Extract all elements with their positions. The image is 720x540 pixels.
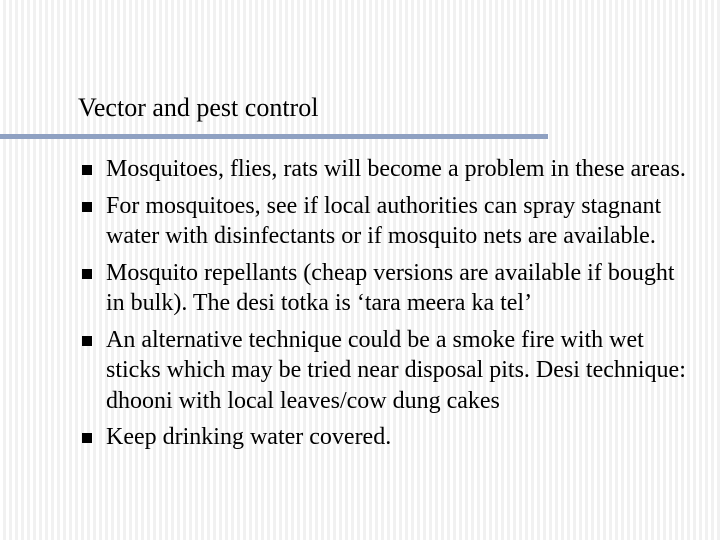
square-bullet-icon bbox=[82, 269, 92, 279]
bullet-text: An alternative technique could be a smoke fire with wet sticks which may be tried near disposal pits. Desi technique: dhooni with local leaves/cow dung cakes bbox=[106, 326, 686, 414]
bullet-list bbox=[79, 154, 699, 459]
square-bullet-icon bbox=[82, 336, 92, 346]
square-bullet-icon bbox=[82, 433, 92, 443]
bullet-text: Mosquito repellants (cheap versions are available if bought in bulk). The desi totka is ‘tara meera ka tel’ bbox=[106, 259, 675, 316]
bullet-item bbox=[79, 154, 699, 185]
bullet-text: Keep drinking water covered. bbox=[106, 424, 392, 450]
bullet-item bbox=[79, 325, 699, 417]
bullet-item bbox=[79, 258, 699, 319]
bullet-text: For mosquitoes, see if local authorities can spray stagnant water with disinfectants or if mosquito nets are available. bbox=[106, 192, 662, 249]
square-bullet-icon bbox=[82, 165, 92, 175]
bullet-item bbox=[79, 422, 699, 453]
square-bullet-icon bbox=[82, 202, 92, 212]
slide-title: Vector and pest control bbox=[78, 93, 319, 122]
bullet-item bbox=[79, 191, 699, 252]
bullet-text: Mosquitoes, flies, rats will become a problem in these areas. bbox=[106, 156, 686, 182]
title-underline bbox=[0, 134, 548, 139]
